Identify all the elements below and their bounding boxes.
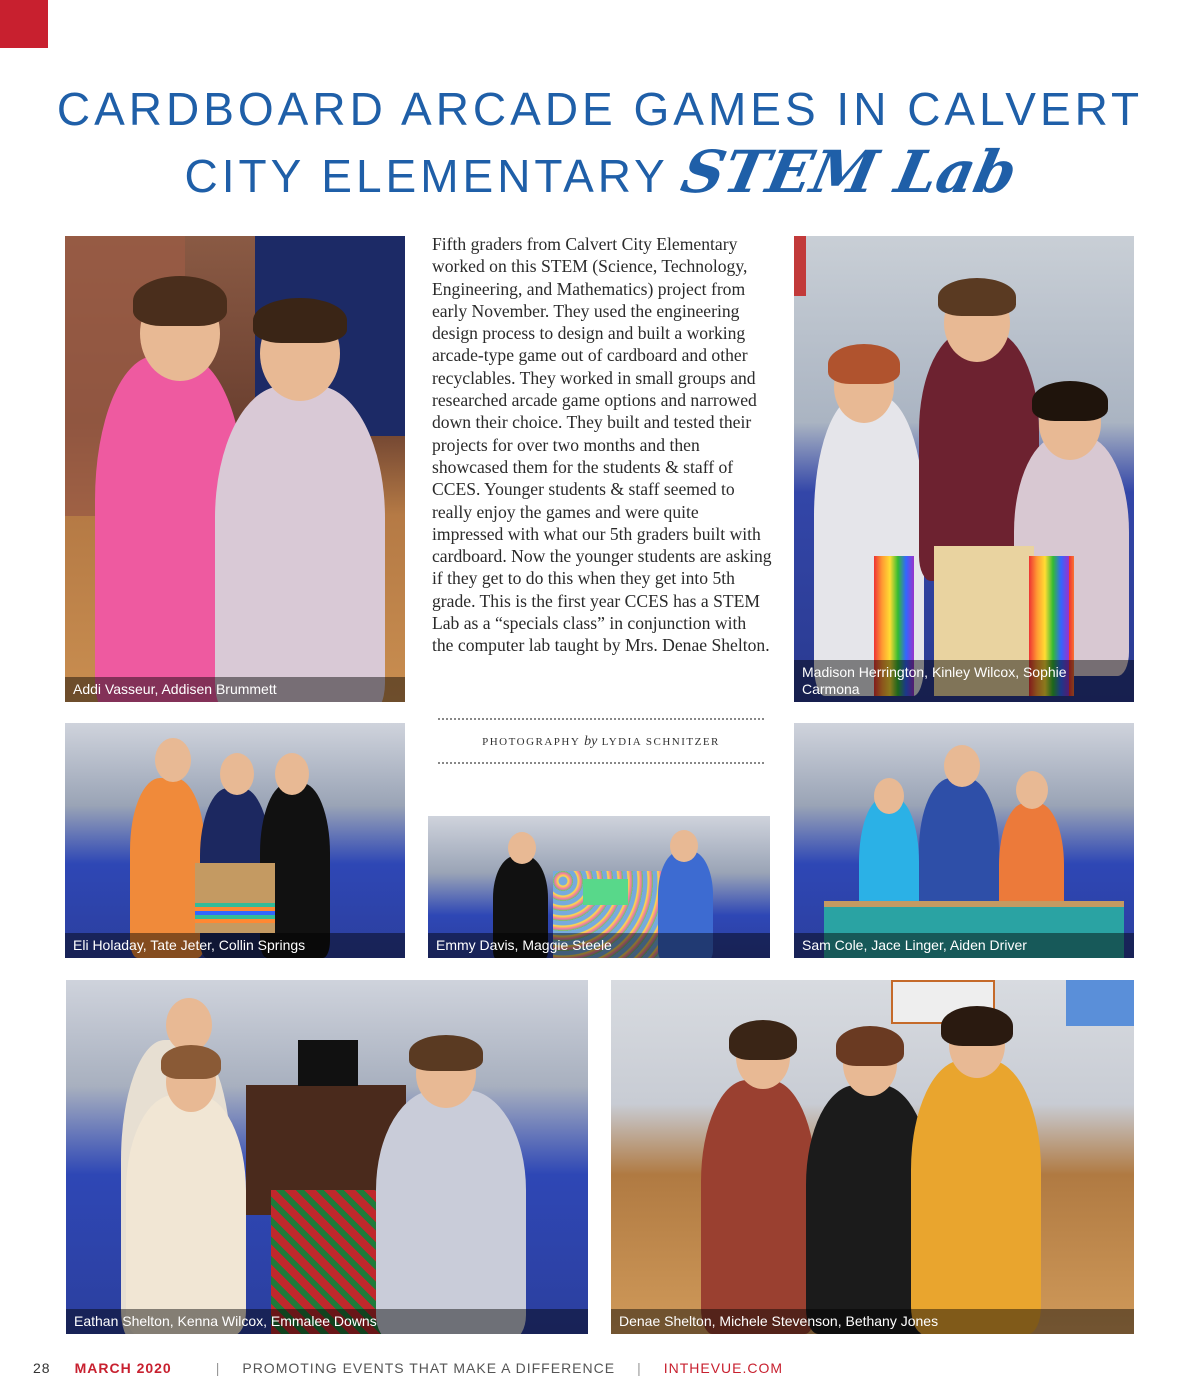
headline-line-1: CARDBOARD ARCADE GAMES IN CALVERT [56,83,1144,135]
credit-name: LYDIA SCHNITZER [601,736,720,748]
headline-script: STEM Lab [675,138,1023,206]
credit-by: by [584,734,598,749]
divider-top [438,718,764,720]
photo-eathan-kenna-emmalee [66,980,588,1334]
credit-prefix: PHOTOGRAPHY [482,736,580,748]
photo-addi-addisen [65,236,405,702]
footer-website-link[interactable]: INTHEVUE.COM [663,1360,784,1376]
photo-denae-michele-bethany [611,980,1134,1334]
headline-line-2 [0,138,1200,206]
photo-caption: Eathan Shelton, Kenna Wilcox, Emmalee Downs [66,1309,588,1334]
headline-line-2-text: CITY ELEMENTARY [184,150,669,202]
corner-accent [0,0,48,48]
footer-separator: | [637,1360,642,1376]
divider-bottom [438,762,764,764]
photo-caption: Sam Cole, Jace Linger, Aiden Driver [794,933,1134,958]
photo-sam-jace-aiden [794,723,1134,958]
photo-caption: Eli Holaday, Tate Jeter, Collin Springs [65,933,405,958]
photo-emmy-maggie [428,816,770,958]
footer-tagline: PROMOTING EVENTS THAT MAKE A DIFFERENCE [242,1360,616,1376]
article-body: Fifth graders from Calvert City Elementary worked on this STEM (Science, Technology, Engineering, and Mathematics) project from early November. They used the engineering design process to design and built a working arcade-type game out of cardboard and other recyclables. They worked in small groups and researched arcade game options and narrowed down their choice. They built and tested their projects for over two months and then showcased them for the students & staff of CCES. Younger students & staff seemed to really enjoy the games and were quite impressed with what our 5th graders built with cardboard. Now the younger students are asking if they get to do this when they get into 5th grade. This is the first year CCES has a STEM Lab as a “specials class” in conjunction with the computer lab taught by Mrs. Denae Shelton. [432,234,772,656]
footer-separator: | [215,1360,221,1376]
issue-month: MARCH 2020 [74,1360,172,1376]
photo-caption: Denae Shelton, Michele Stevenson, Bethany Jones [611,1309,1134,1334]
photo-eli-tate-collin [65,723,405,958]
photo-madison-kinley-sophie [794,236,1134,702]
photo-caption: Addi Vasseur, Addisen Brummett [65,677,405,702]
photo-caption: Emmy Davis, Maggie Steele [428,933,770,958]
photo-credit [438,734,764,750]
photo-caption: Madison Herrington, Kinley Wilcox, Sophie Carmona [794,660,1134,702]
page-footer [33,1360,783,1376]
page-number: 28 [33,1360,51,1376]
